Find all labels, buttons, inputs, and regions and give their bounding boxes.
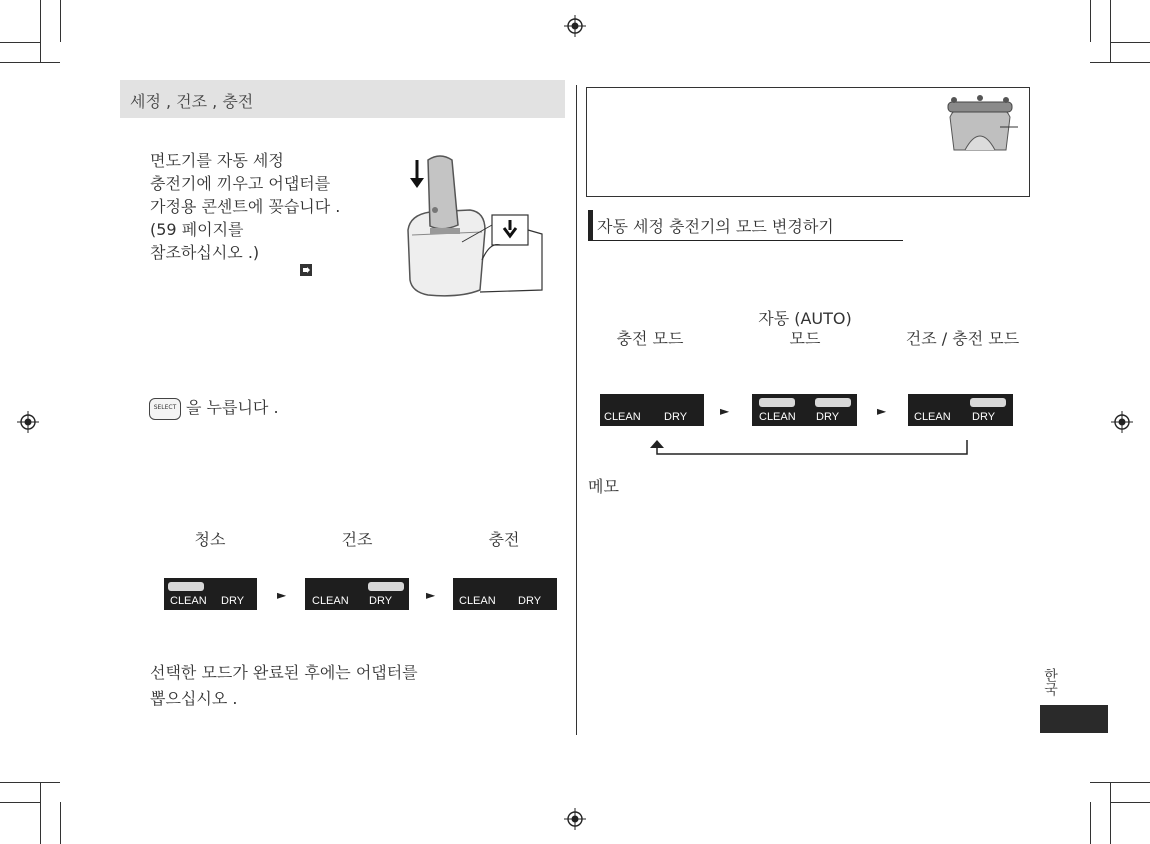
crop-mark [1110,802,1150,803]
crop-mark [60,0,61,42]
arrow-right-icon: ► [426,588,436,602]
select-button-icon [149,398,181,420]
page-reference-icon [300,264,312,276]
registration-mark-icon [17,411,39,433]
registration-mark-icon [1111,411,1133,433]
registration-mark-icon [564,15,586,37]
clean-label: CLEAN [604,411,641,423]
mode-label-dry-charge: 건조 / 충전 모드 [905,329,1020,348]
dry-label: DRY [518,595,542,607]
clean-label: CLEAN [914,411,951,423]
heading-accent-bar [588,210,593,240]
crop-mark [0,782,60,783]
lcd-display-charge [453,578,557,610]
memo-label: 메모 [588,477,619,496]
arrow-right-icon: ► [720,404,730,418]
mode-label-charge: 충전 [488,530,520,549]
arrow-right-icon: ► [877,404,887,418]
step1-line: 가정용 콘센트에 꽂습니다 . [150,197,341,216]
mode-label-dry: 건조 [341,530,373,549]
section-title: 세정 , 건조 , 충전 [130,92,254,111]
mode-label-auto-line2: 모드 [789,329,821,348]
crop-mark [40,0,41,62]
lcd-display-charge-mode [600,394,704,426]
mode-change-heading: 자동 세정 충전기의 모드 변경하기 [597,217,834,236]
step1-line: (59 페이지를 [150,220,244,239]
dry-label: DRY [369,595,393,607]
registration-mark-icon [564,808,586,830]
mode-label-auto-line1: 자동 (AUTO) [758,309,852,328]
language-tab-label: 한국 [1042,668,1058,696]
clean-label: CLEAN [459,595,496,607]
step2-text: 을 누릅니다 . [186,398,279,417]
crop-mark [0,62,60,63]
crop-mark [1090,802,1091,844]
heading-underline [588,240,903,241]
crop-mark [1090,782,1150,783]
clean-label: CLEAN [312,595,349,607]
clean-label: CLEAN [170,595,207,607]
lcd-display-clean [164,578,257,610]
dry-indicator [368,582,404,591]
crop-mark [1110,42,1150,43]
dry-label: DRY [972,411,996,423]
step3-line: 선택한 모드가 완료된 후에는 어댑터를 [150,663,418,682]
select-button-label: SELECT [153,404,177,411]
lcd-display-dry [305,578,409,610]
crop-mark [0,802,40,803]
step1-line: 충전기에 끼우고 어댑터를 [150,174,331,193]
lcd-display-auto-mode [752,394,857,426]
step1-line: 참조하십시오 .) [150,243,260,262]
language-tab-marker [1040,705,1108,733]
cycle-return-arrow-icon [645,438,975,458]
dry-indicator [815,398,851,407]
column-divider [576,85,577,735]
dry-indicator [970,398,1006,407]
clean-indicator [168,582,204,591]
shaver-charger-illustration [400,150,550,300]
arrow-right-icon: ► [277,588,287,602]
shaver-head-illustration [940,92,1020,152]
crop-mark [1110,782,1111,844]
dry-label: DRY [221,595,245,607]
crop-mark [60,802,61,844]
step3-line: 뽑으십시오 . [150,689,238,708]
crop-mark [0,42,40,43]
crop-mark [1110,0,1111,62]
crop-mark [1090,62,1150,63]
lcd-display-dry-charge-mode [908,394,1013,426]
mode-label-charge: 충전 모드 [616,329,684,348]
crop-mark [1090,0,1091,42]
clean-label: CLEAN [759,411,796,423]
dry-label: DRY [816,411,840,423]
clean-indicator [759,398,795,407]
dry-label: DRY [664,411,688,423]
crop-mark [40,782,41,844]
mode-label-clean: 청소 [194,530,226,549]
step1-line: 면도기를 자동 세정 [150,151,284,170]
